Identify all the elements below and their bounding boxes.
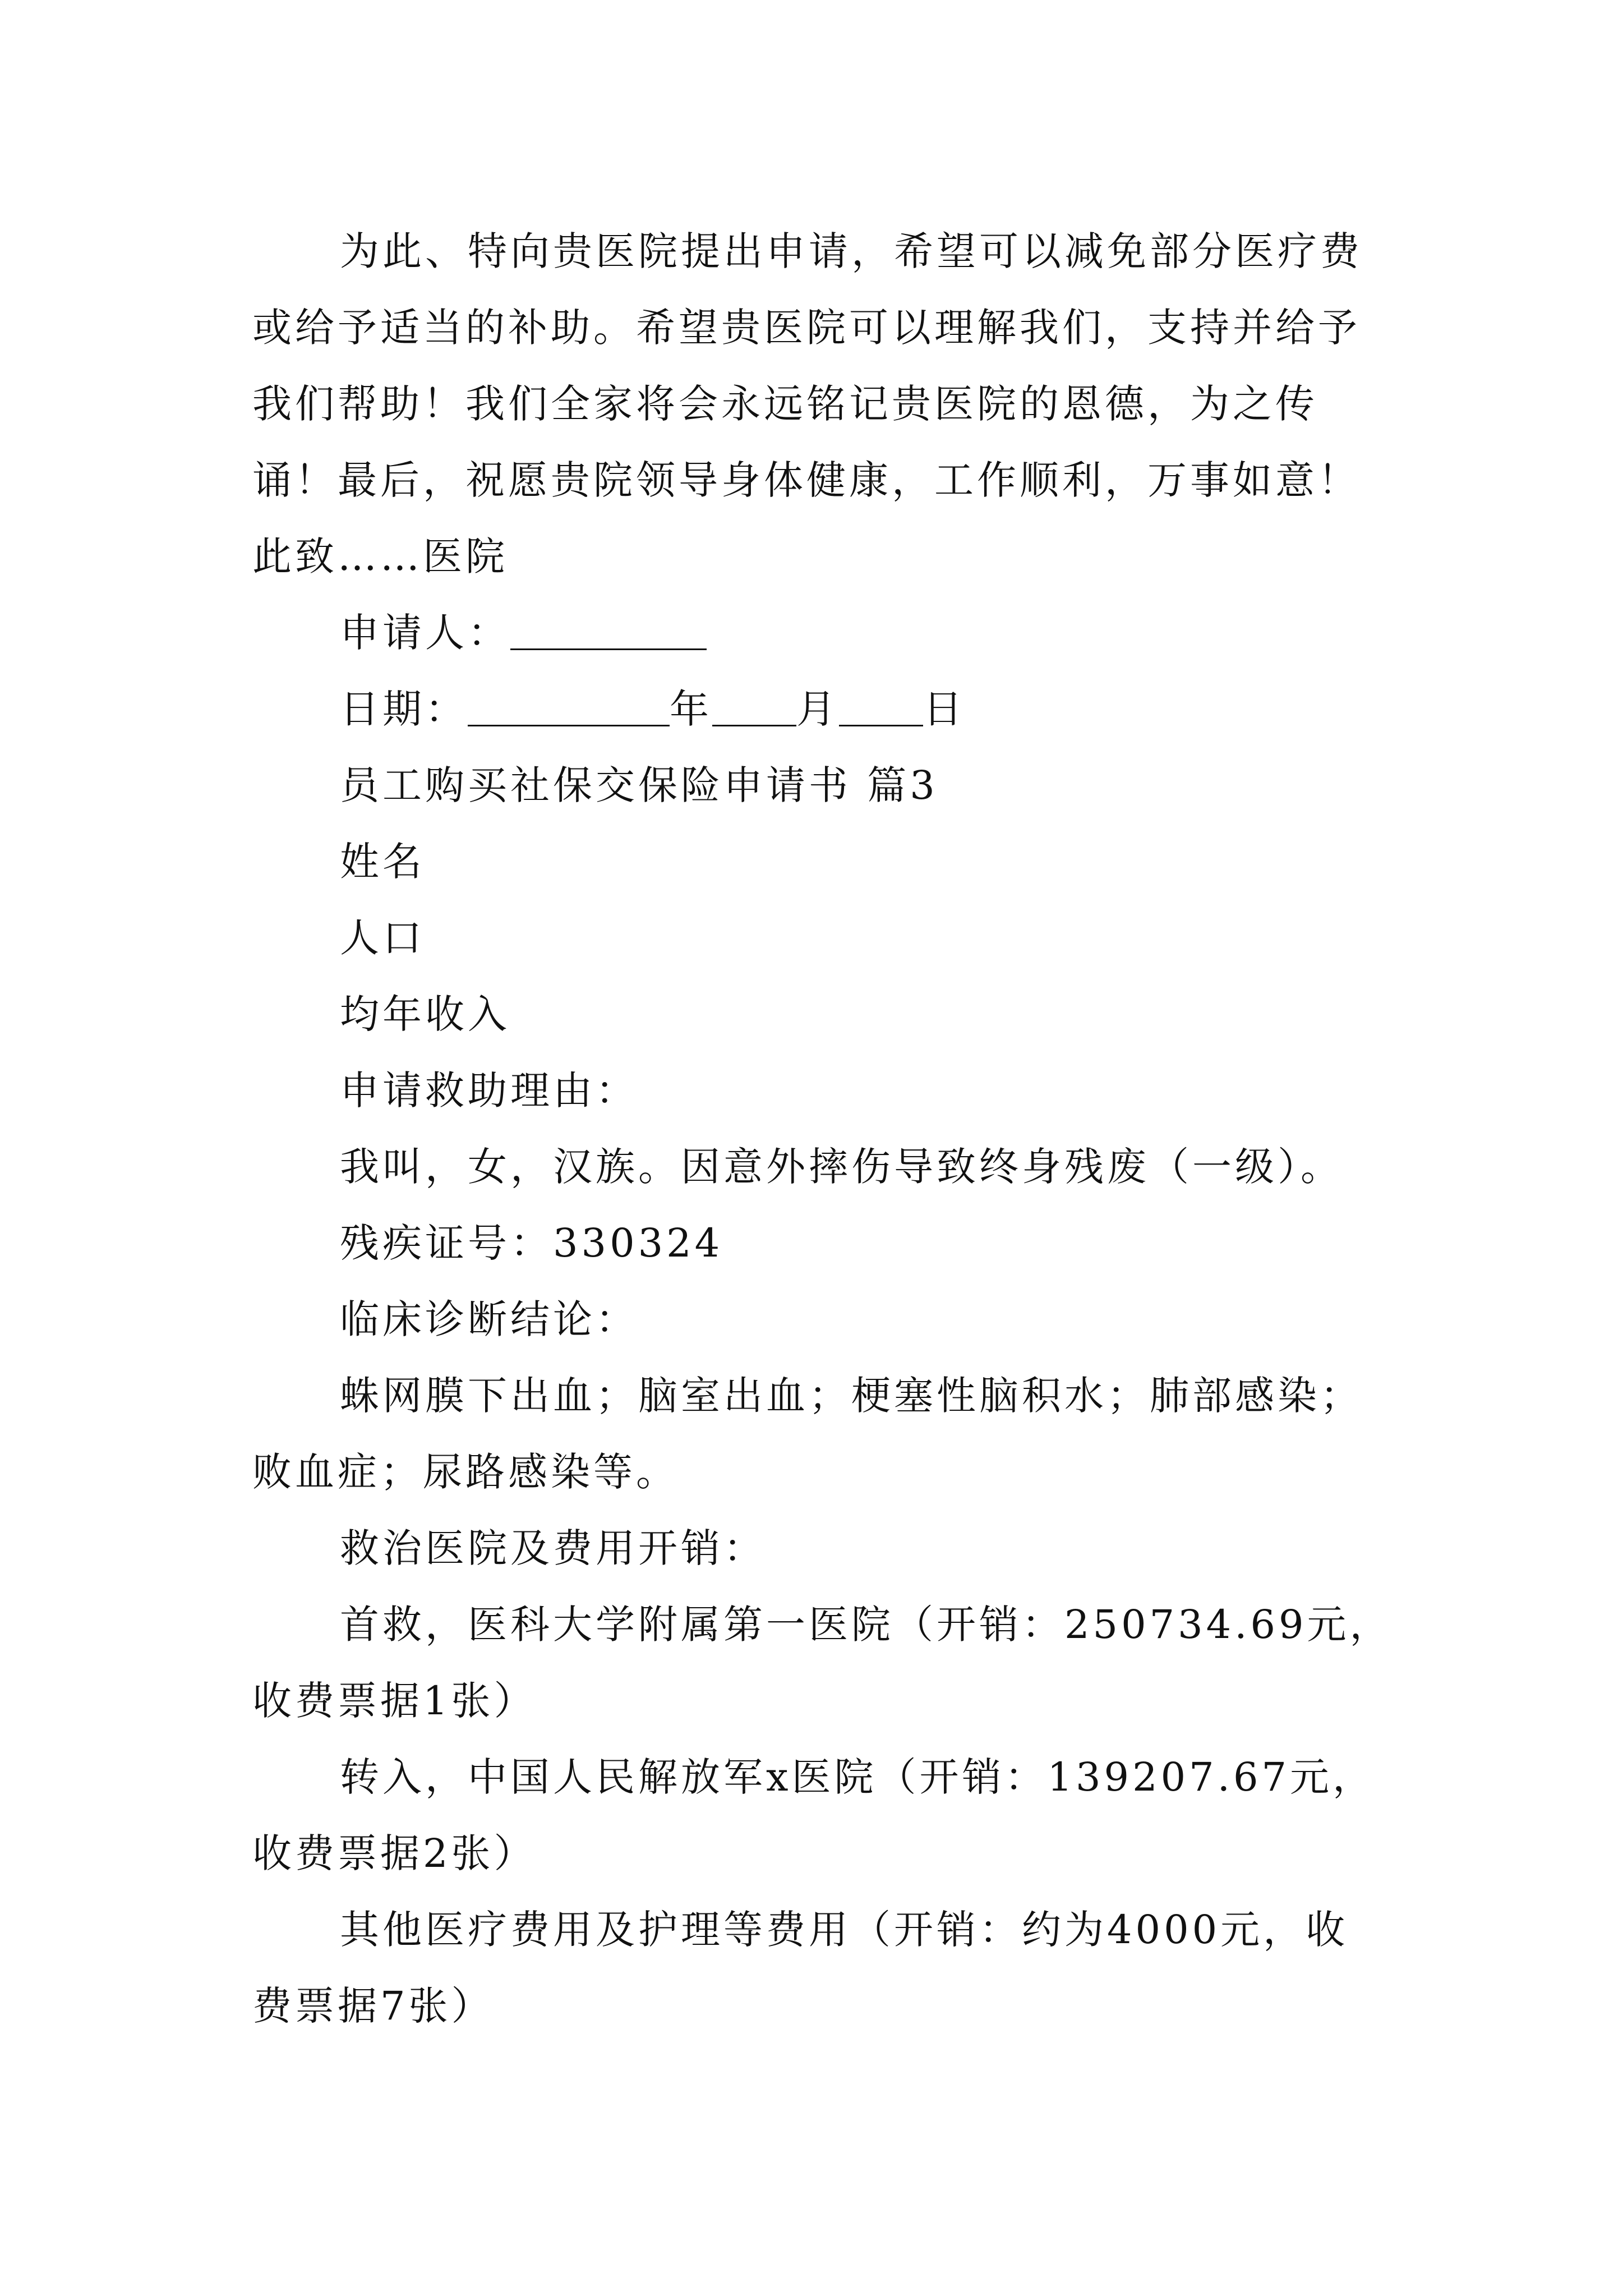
treatment-line: 首救，医科大学附属第一医院（开销：250734.69元， (340, 1602, 1393, 1648)
reason-label: 申请救助理由： (340, 1068, 638, 1114)
treatment-line: 收费票据2张） (252, 1830, 537, 1876)
date-line (252, 671, 1402, 747)
year-label: 年 (670, 686, 712, 732)
treatment-line: 转入，中国人民解放军x医院（开销：139207.67元， (340, 1754, 1376, 1800)
month-label: 月 (796, 686, 839, 732)
field-population: 人口 (340, 915, 425, 961)
day-blank (839, 685, 923, 726)
date-label: 日期： (340, 686, 468, 732)
treatment-label: 救治医院及费用开销： (340, 1525, 766, 1571)
treatment-line: 费票据7张） (252, 1983, 494, 2029)
applicant-label: 申请人： (340, 610, 510, 656)
paragraph-line: 或给予适当的补助。希望贵医院可以理解我们，支持并给予 (252, 305, 1361, 351)
diagnosis-line: 败血症；尿路感染等。 (252, 1449, 679, 1495)
applicant-line (252, 595, 1402, 671)
document-body (252, 213, 1402, 2044)
closing-line: 此致……医院 (252, 533, 508, 579)
reason-text: 我叫，女，汉族。因意外摔伤导致终身残废（一级）。 (340, 1144, 1343, 1190)
paragraph-line: 我们帮助！我们全家将会永远铭记贵医院的恩德，为之传 (252, 381, 1318, 427)
year-blank (468, 685, 670, 726)
section-title: 员工购买社保交保险申请书 篇3 (340, 762, 938, 808)
paragraph-line: 为此、特向贵医院提出申请，希望可以减免部分医疗费 (340, 228, 1363, 274)
applicant-blank (510, 609, 707, 650)
treatment-line: 收费票据1张） (252, 1678, 537, 1724)
field-avg-income: 均年收入 (340, 991, 510, 1037)
field-name: 姓名 (340, 839, 425, 885)
paragraph-line: 诵！最后，祝愿贵院领导身体健康，工作顺利，万事如意！ (252, 457, 1361, 503)
diagnosis-label: 临床诊断结论： (340, 1296, 638, 1342)
disability-id: 残疾证号：330324 (340, 1220, 723, 1266)
month-blank (712, 685, 796, 726)
diagnosis-line: 蛛网膜下出血；脑室出血；梗塞性脑积水；肺部感染； (340, 1373, 1363, 1419)
treatment-line: 其他医疗费用及护理等费用（开销：约为4000元，收 (340, 1907, 1349, 1953)
day-label: 日 (923, 686, 966, 732)
